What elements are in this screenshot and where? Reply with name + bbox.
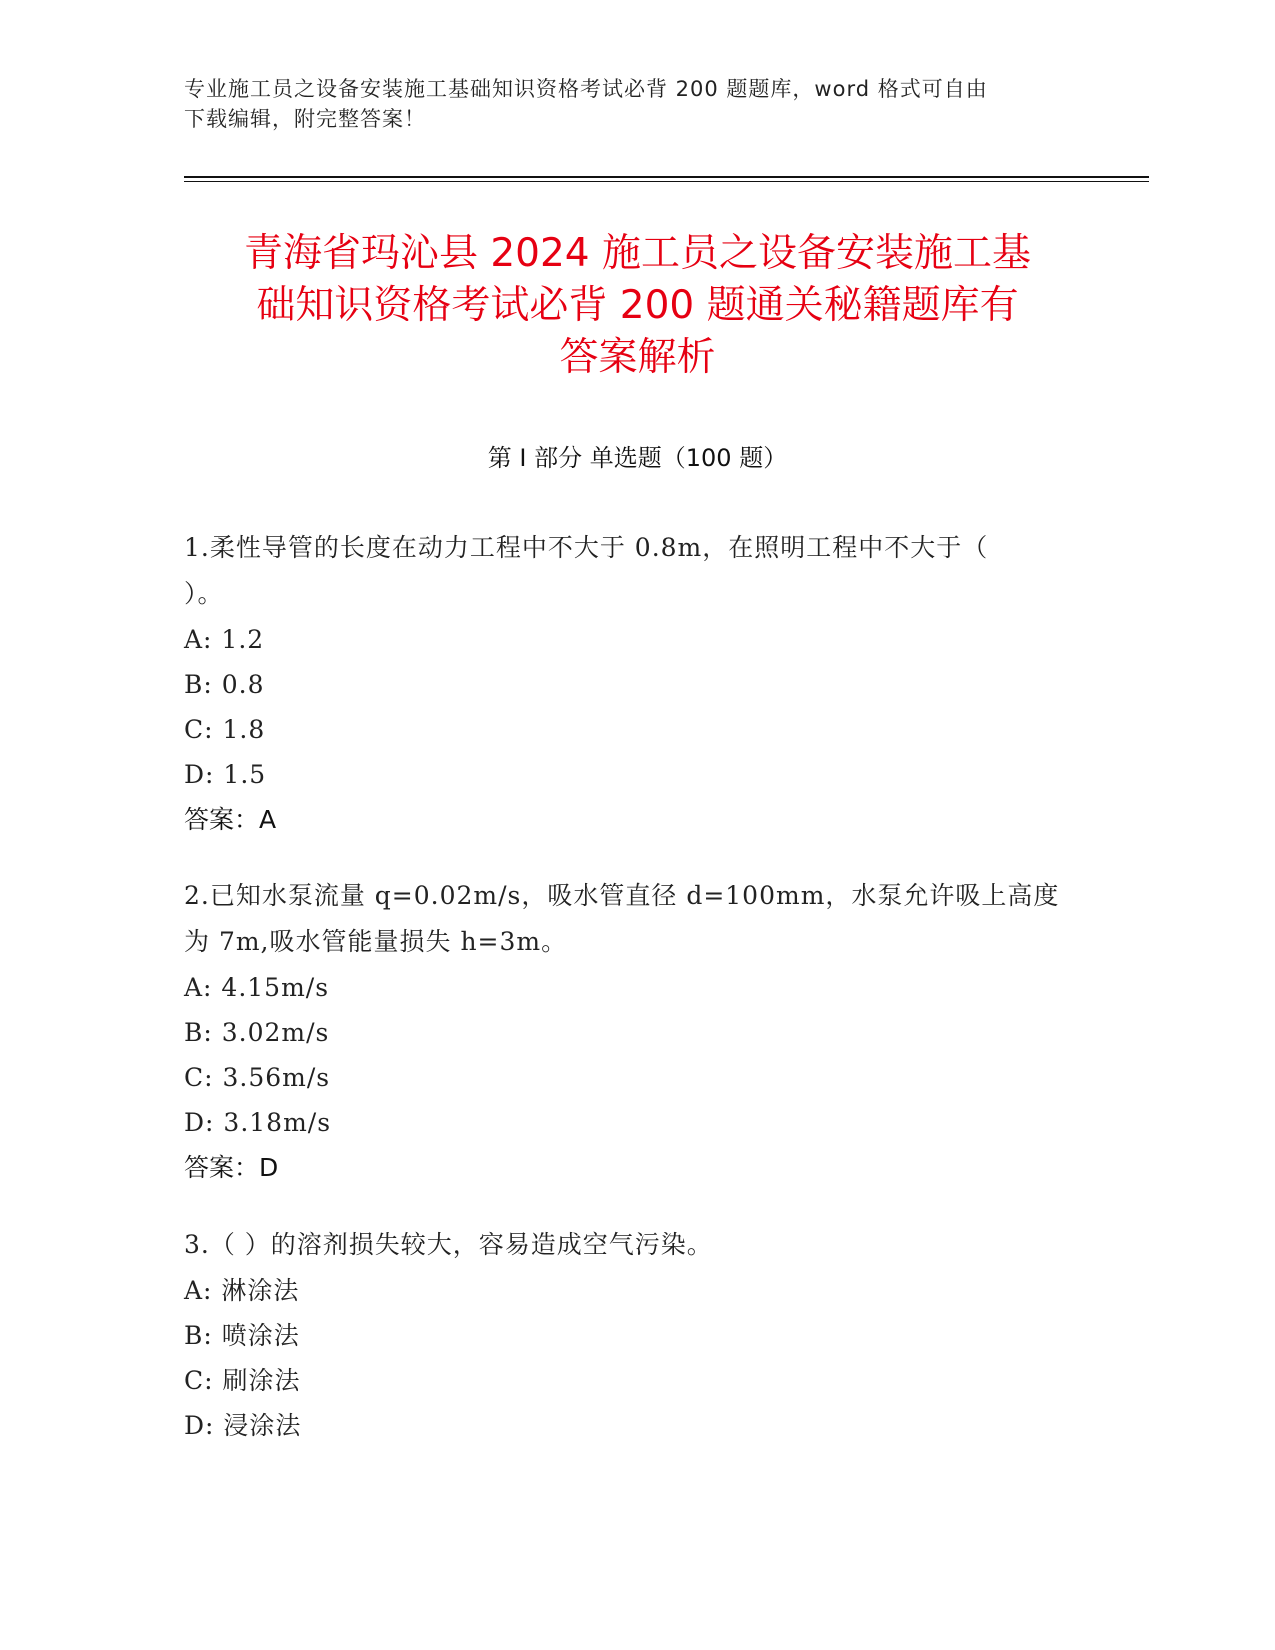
- option-d: D: 1.5: [184, 760, 267, 789]
- question-stem-line-1: 2.已知水泵流量 q=0.02m/s，吸水管直径 d=100mm，水泵允许吸上高度: [184, 881, 1060, 910]
- section-heading: 第 I 部分 单选题（100 题）: [487, 444, 788, 472]
- question-stem-line-1: 3.（ ）的溶剂损失较大，容易造成空气污染。: [184, 1230, 713, 1259]
- question-1: [184, 525, 1084, 842]
- document-title: [170, 228, 1105, 384]
- option-b: B: 3.02m/s: [184, 1018, 330, 1047]
- answer: 答案：A: [184, 805, 277, 834]
- question-2: [184, 873, 1084, 1190]
- intro-line-1: 专业施工员之设备安装施工基础知识资格考试必背 200 题题库，word 格式可自由: [184, 77, 988, 101]
- option-d: D: 3.18m/s: [184, 1108, 332, 1137]
- option-a: A: 1.2: [184, 625, 265, 654]
- question-stem-line-2: ）。: [184, 579, 224, 608]
- title-line-2: 础知识资格考试必背 200 题通关秘籍题库有: [256, 283, 1019, 328]
- header-rule-thin: [184, 181, 1149, 182]
- option-b: B: 喷涂法: [184, 1321, 300, 1350]
- title-line-3: 答案解析: [559, 335, 716, 380]
- option-d: D: 浸涂法: [184, 1411, 302, 1440]
- question-stem-line-1: 1.柔性导管的长度在动力工程中不大于 0.8m，在照明工程中不大于（: [184, 533, 989, 562]
- option-a: A: 4.15m/s: [184, 973, 330, 1002]
- question-3: [184, 1222, 1084, 1448]
- intro-line-2: 下载编辑，附完整答案！: [184, 107, 426, 131]
- title-line-1: 青海省玛沁县 2024 施工员之设备安装施工基: [243, 231, 1032, 276]
- question-stem-line-2: 为 7m,吸水管能量损失 h=3m。: [184, 927, 568, 956]
- intro-text: [184, 74, 1064, 134]
- question-stem: [184, 525, 1084, 617]
- question-stem: [184, 1222, 1084, 1268]
- question-stem: [184, 873, 1084, 965]
- option-a: A: 淋涂法: [184, 1276, 300, 1305]
- option-c: C: 3.56m/s: [184, 1063, 331, 1092]
- option-b: B: 0.8: [184, 670, 265, 699]
- option-c: C: 刷涂法: [184, 1366, 301, 1395]
- answer: 答案：D: [184, 1153, 279, 1182]
- option-c: C: 1.8: [184, 715, 266, 744]
- header-rule-thick: [184, 176, 1149, 178]
